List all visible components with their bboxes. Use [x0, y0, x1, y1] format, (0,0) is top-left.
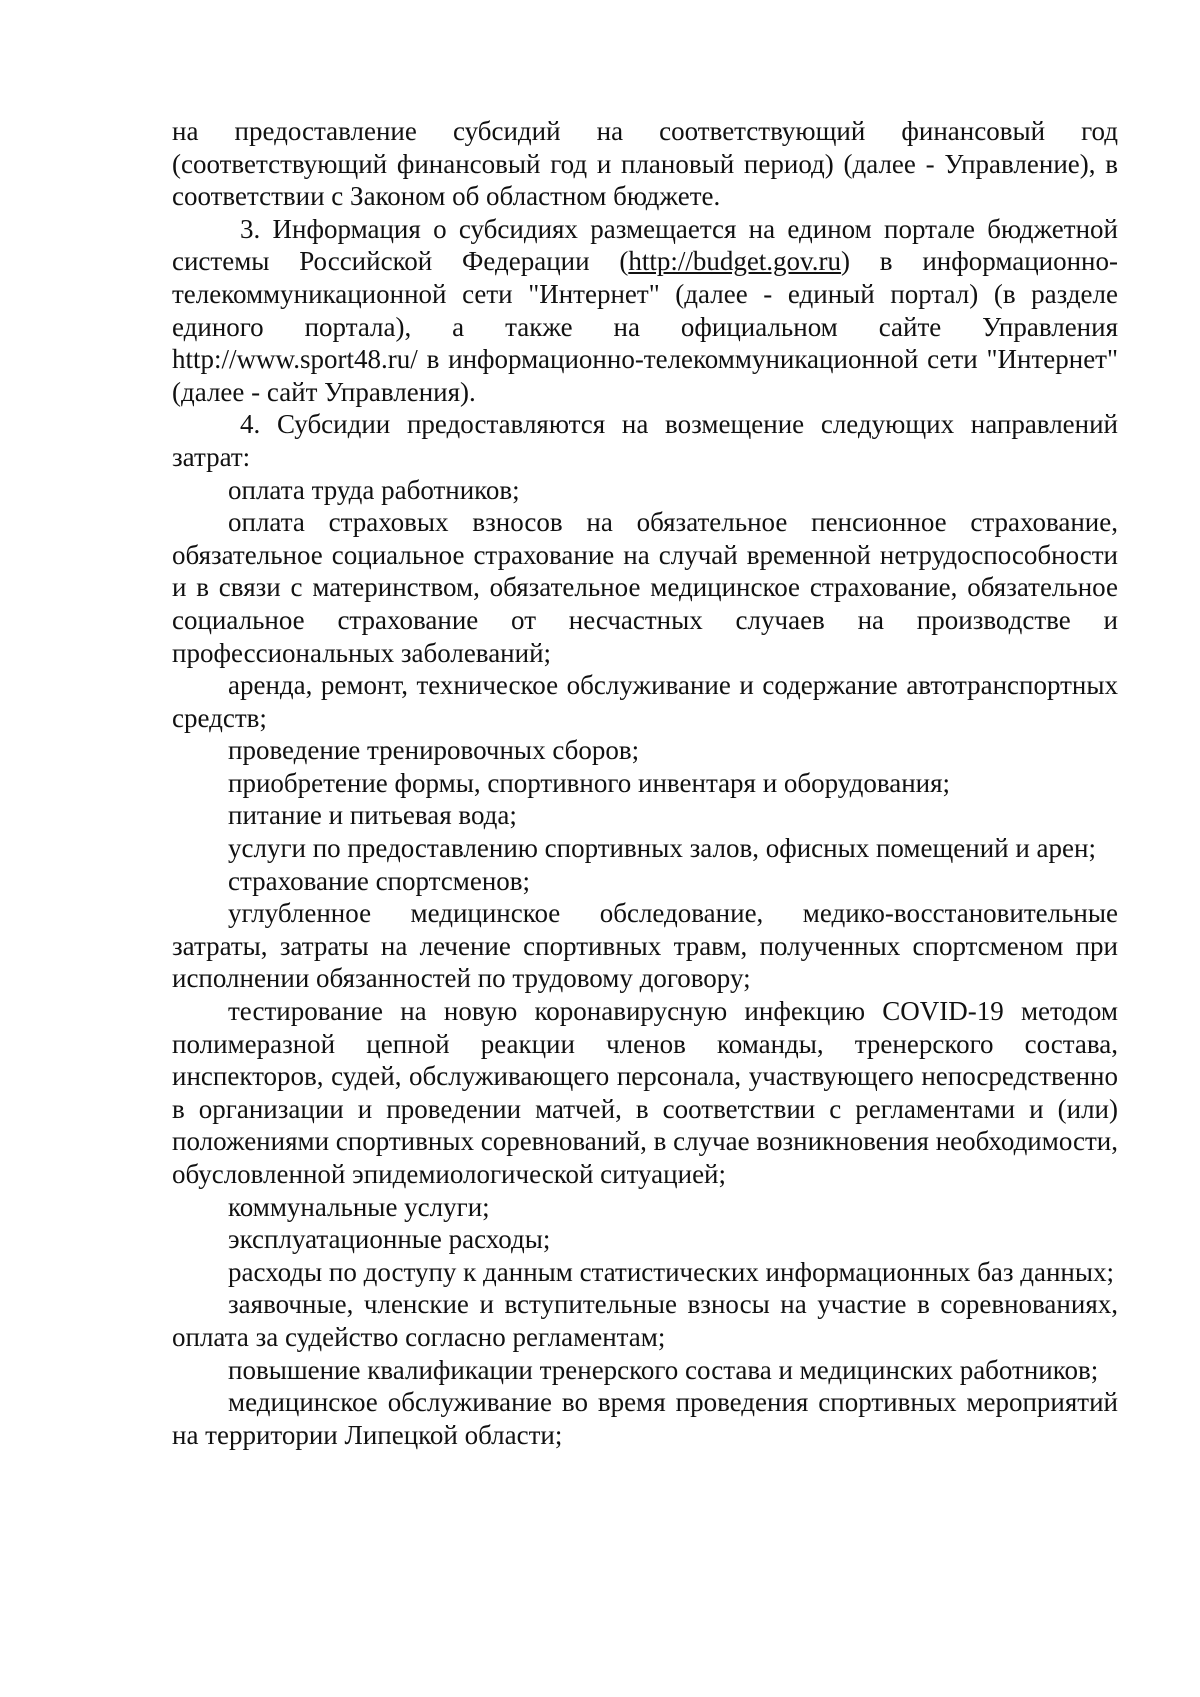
paragraph-4: 4. Субсидии предоставляются на возмещение следующих направлений затрат:	[172, 409, 1118, 472]
document-page	[172, 115, 1118, 1451]
list-item: эксплуатационные расходы;	[228, 1224, 551, 1255]
list-item: коммунальные услуги;	[228, 1191, 490, 1222]
list-item: питание и питьевая вода;	[228, 800, 517, 831]
list-item: оплата труда работников;	[228, 474, 520, 505]
list-item: оплата страховых взносов на обязательное пенсионное страхование, обязательное социальное страхование на случай временной нетрудоспособности и в связи с материнством, обязательное медицинское страхование, обязательное социальное страхование от несчастных случаев на производстве и профессиональных заболеваний;	[172, 507, 1118, 668]
list-item: страхование спортсменов;	[228, 865, 531, 896]
list-item: медицинское обслуживание во время проведения спортивных мероприятий на территории Липецкой области;	[172, 1387, 1118, 1450]
paragraph-3-text-a: 3. Информация о субсидиях размещается на едином портале бюджетной системы Российской Федерации (	[172, 213, 1118, 277]
list-item: расходы по доступу к данным статистических информационных баз данных;	[228, 1256, 1115, 1287]
list-item: приобретение формы, спортивного инвентаря и оборудования;	[228, 767, 951, 798]
list-item: проведение тренировочных сборов;	[228, 735, 640, 766]
paragraph-3-text-b: ) в информационно-телекоммуникационной сети "Интернет" (далее - единый портал) (в разделе единого портала), а также на официальном сайте Управления http://www.sport48.ru/ в информационно-телекоммуникационной сети "Интернет" (далее - сайт Управления).	[172, 246, 1118, 407]
list-item: услуги по предоставлению спортивных залов, офисных помещений и арен;	[228, 833, 1096, 864]
list-item: повышение квалификации тренерского состава и медицинских работников;	[228, 1354, 1099, 1385]
list-item: углубленное медицинское обследование, медико-восстановительные затраты, затраты на лечение спортивных травм, полученных спортсменом при исполнении обязанностей по трудовому договору;	[172, 898, 1118, 994]
paragraph-3	[172, 213, 1118, 409]
list-item: заявочные, членские и вступительные взносы на участие в соревнованиях, оплата за судейство согласно регламентам;	[172, 1289, 1118, 1352]
budget-portal-link[interactable]: http://budget.gov.ru	[628, 246, 842, 277]
list-item: тестирование на новую коронавирусную инфекцию COVID-19 методом полимеразной цепной реакции членов команды, тренерского состава, инспекторов, судей, обслуживающего персонала, участвующего непосредственно в организации и проведении матчей, в соответствии с регламентами и (или) положениями спортивных соревнований, в случае возникновения необходимости, обусловленной эпидемиологической ситуацией;	[172, 996, 1118, 1189]
paragraph-continuation: на предоставление субсидий на соответствующий финансовый год (соответствующий финансовый год и плановый период) (далее - Управление), в соответствии с Законом об областном бюджете.	[172, 116, 1118, 212]
list-item: аренда, ремонт, техническое обслуживание и содержание автотранспортных средств;	[172, 670, 1118, 733]
